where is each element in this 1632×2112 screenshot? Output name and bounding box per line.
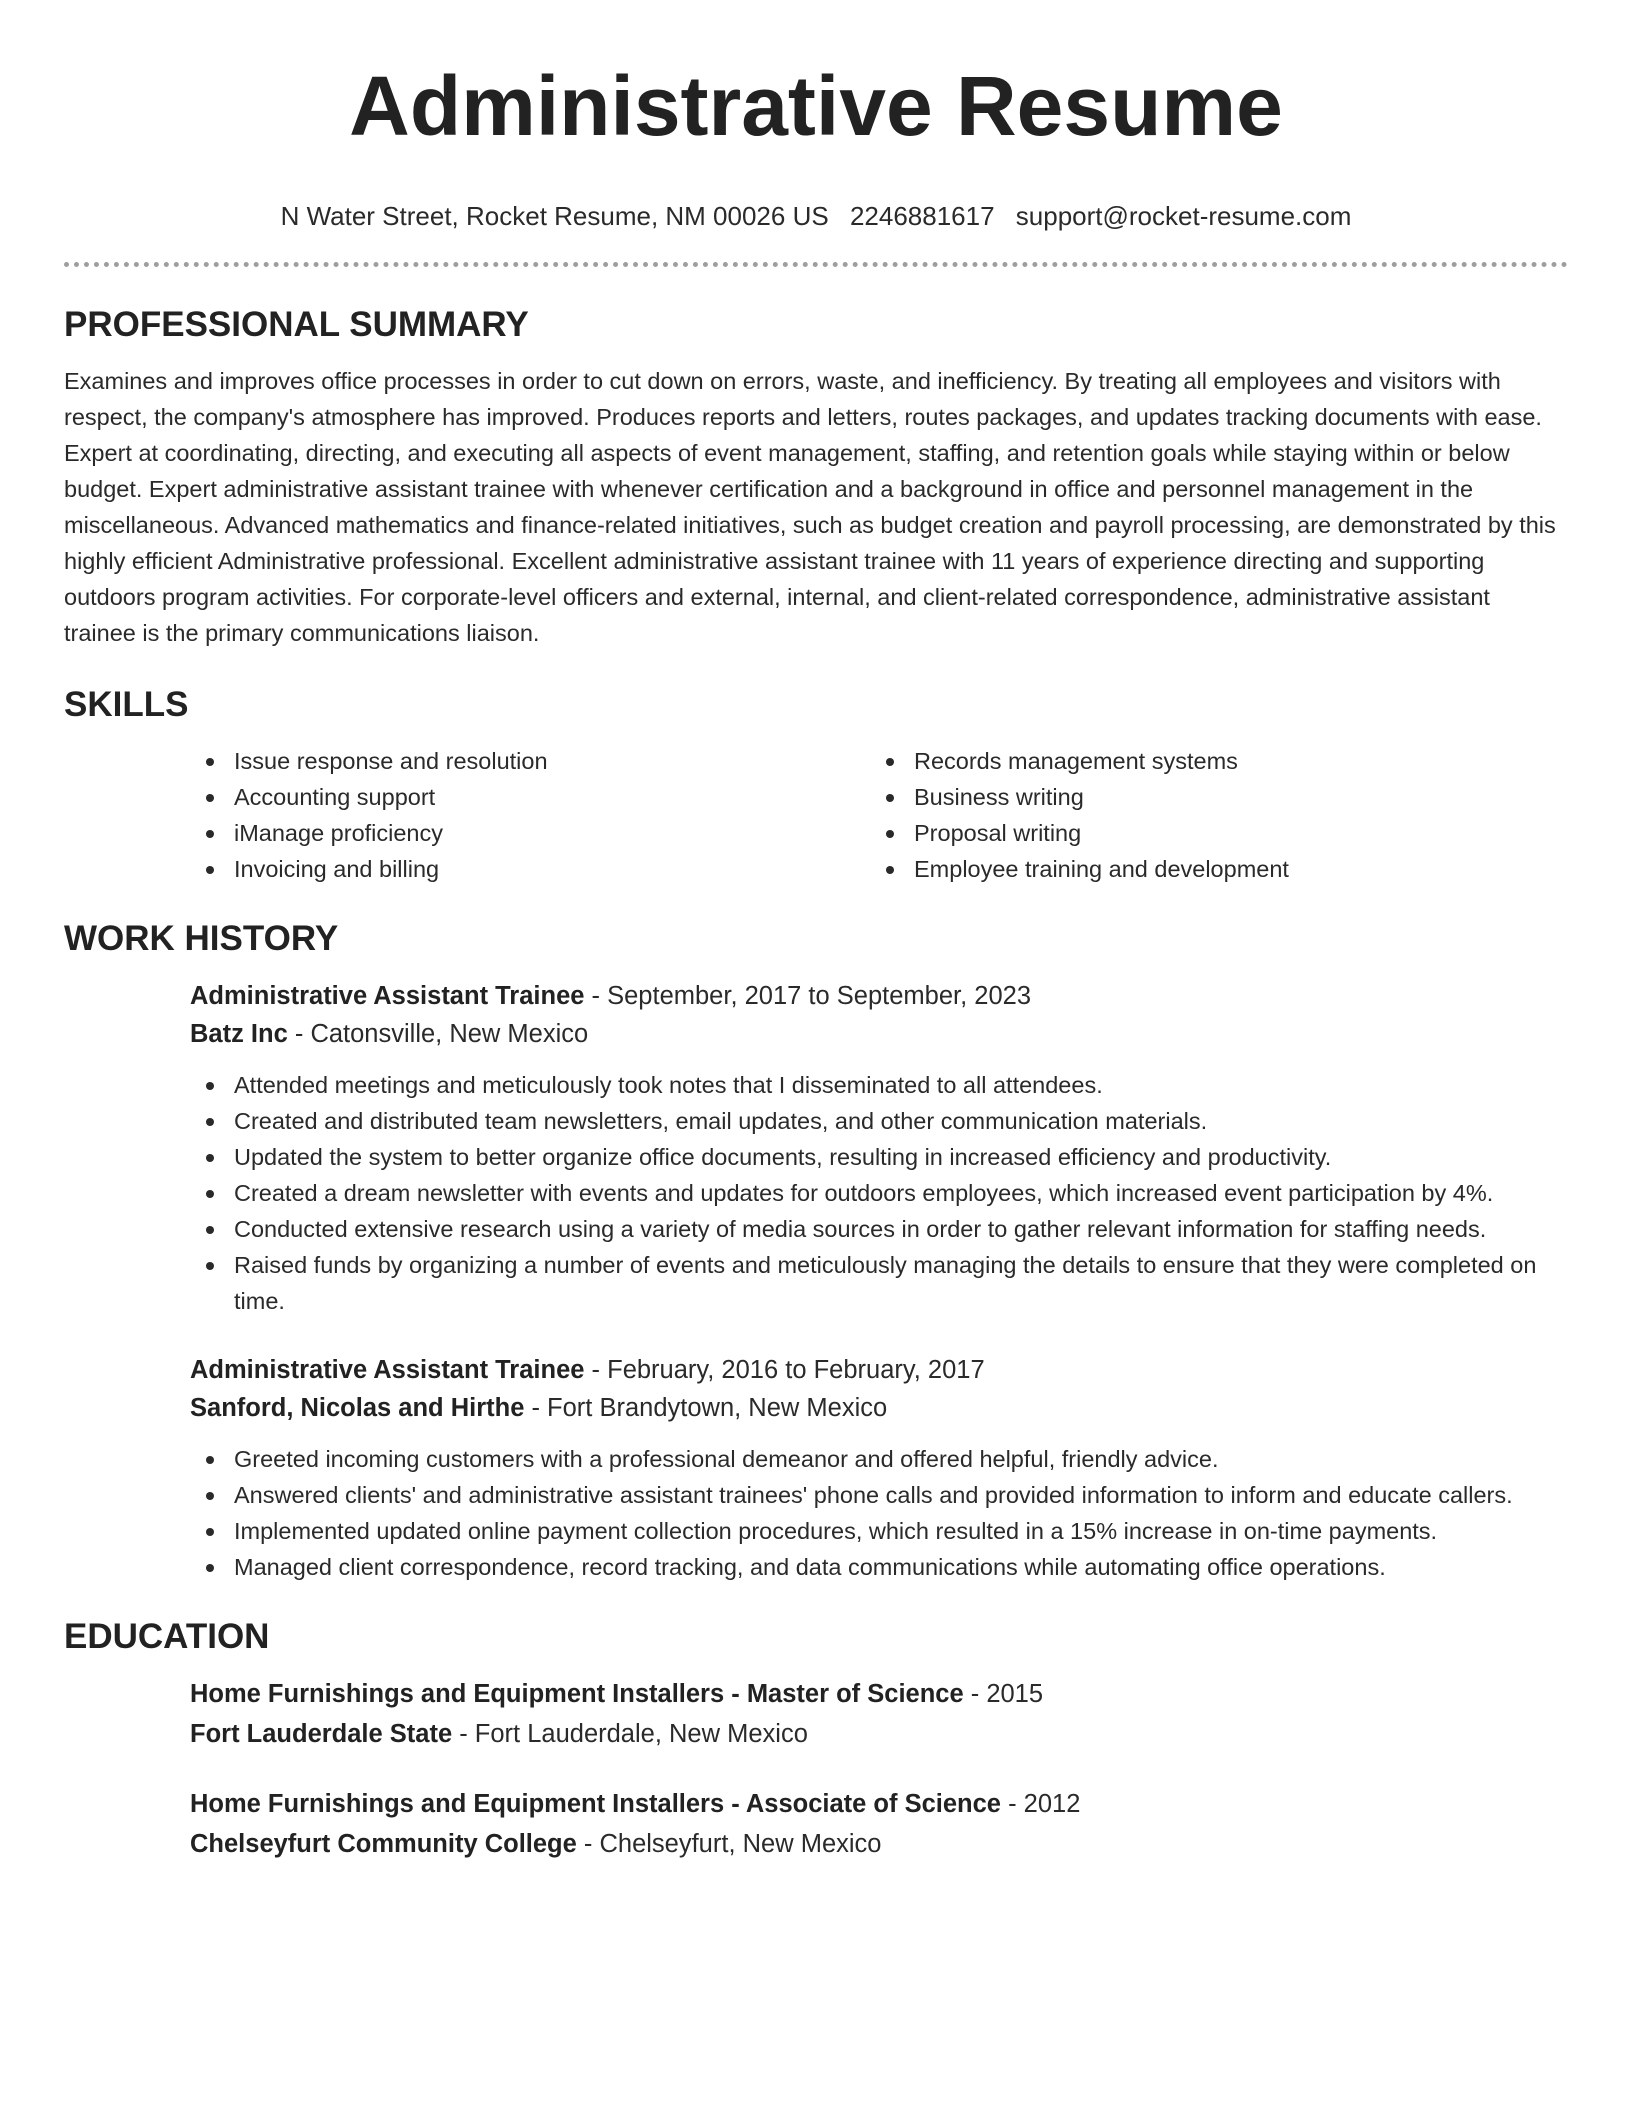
skills-list	[190, 743, 1568, 887]
job-bullet: Implemented updated online payment collection procedures, which resulted in a 15% increase in on-time payments.	[190, 1513, 1568, 1549]
skill-item: Employee training and development	[870, 851, 1550, 887]
education-degree-line	[190, 1785, 1568, 1823]
education-school: Chelseyfurt Community College	[190, 1830, 577, 1858]
education-entry	[190, 1675, 1568, 1753]
education-location: - Fort Lauderdale, New Mexico	[452, 1720, 808, 1748]
job-bullet: Managed client correspondence, record tracking, and data communications while automating office operations.	[190, 1549, 1568, 1585]
contact-email: support@rocket-resume.com	[1015, 201, 1352, 231]
education-location: - Chelseyfurt, New Mexico	[576, 1830, 882, 1858]
skills-left-column	[190, 743, 870, 887]
job-company-line	[190, 1015, 1568, 1053]
work-history-heading: WORK HISTORY	[64, 919, 339, 958]
education-degree: Home Furnishings and Equipment Installers - Master of Science	[190, 1680, 964, 1708]
job-bullet: Answered clients' and administrative assistant trainees' phone calls and provided information to inform and educate callers.	[190, 1477, 1568, 1513]
job-bullets	[190, 1067, 1568, 1319]
job-company: Batz Inc	[190, 1020, 288, 1048]
job-entry	[190, 977, 1568, 1319]
skill-item: Invoicing and billing	[190, 851, 870, 887]
skill-item: Issue response and resolution	[190, 743, 870, 779]
contact-address: N Water Street, Rocket Resume, NM 00026 US	[280, 201, 829, 231]
job-title-line	[190, 977, 1568, 1015]
job-bullets	[190, 1441, 1568, 1585]
education-degree: Home Furnishings and Equipment Installers - Associate of Science	[190, 1790, 1001, 1818]
summary-heading: PROFESSIONAL SUMMARY	[64, 305, 529, 344]
job-entry	[190, 1351, 1568, 1585]
header-divider	[64, 262, 1568, 267]
job-company: Sanford, Nicolas and Hirthe	[190, 1394, 525, 1422]
job-bullet: Created a dream newsletter with events and updates for outdoors employees, which increased event participation by 4%.	[190, 1175, 1568, 1211]
job-title: Administrative Assistant Trainee	[190, 982, 585, 1010]
education-school: Fort Lauderdale State	[190, 1720, 453, 1748]
job-location: - Catonsville, New Mexico	[287, 1020, 589, 1048]
skill-item: iManage proficiency	[190, 815, 870, 851]
skills-right-column	[870, 743, 1550, 887]
skill-item: Proposal writing	[870, 815, 1550, 851]
skill-item: Records management systems	[870, 743, 1550, 779]
summary-text: Examines and improves office processes in order to cut down on errors, waste, and inefficiency. By treating all employees and visitors with respect, the company's atmosphere has improved. Produces reports and letters, routes packages, and updates tracking documents with ease. Expert at coordinating, directing, and executing all aspects of event management, staffing, and retention goals while staying within or below budget. Expert administrative assistant trainee with whenever certification and a background in office and personnel management in the miscellaneous. Advanced mathematics and finance-related initiatives, such as budget creation and payroll processing, are demonstrated by this highly efficient Administrative professional. Excellent administrative assistant trainee with 11 years of experience directing and supporting outdoors program activities. For corporate-level officers and external, internal, and client-related correspondence, administrative assistant trainee is the primary communications liaison.	[64, 368, 1556, 646]
skills-heading: SKILLS	[64, 685, 189, 724]
job-company-line	[190, 1389, 1568, 1427]
job-bullet: Attended meetings and meticulously took notes that I disseminated to all attendees.	[190, 1067, 1568, 1103]
contact-phone: 2246881617	[849, 201, 995, 231]
job-location: - Fort Brandytown, New Mexico	[524, 1394, 888, 1422]
education-heading: EDUCATION	[64, 1617, 270, 1656]
education-school-line	[190, 1715, 1568, 1753]
job-title-line	[190, 1351, 1568, 1389]
job-dates: - February, 2016 to February, 2017	[584, 1356, 985, 1384]
job-bullet: Updated the system to better organize office documents, resulting in increased efficiency and productivity.	[190, 1139, 1568, 1175]
education-year: - 2012	[1000, 1790, 1081, 1818]
skill-item: Accounting support	[190, 779, 870, 815]
job-bullet: Raised funds by organizing a number of events and meticulously managing the details to ensure that they were completed on time.	[190, 1247, 1568, 1319]
education-school-line	[190, 1825, 1568, 1863]
contact-line	[64, 200, 1568, 232]
job-dates: - September, 2017 to September, 2023	[584, 982, 1032, 1010]
education-year: - 2015	[963, 1680, 1044, 1708]
job-bullet: Created and distributed team newsletters, email updates, and other communication materials.	[190, 1103, 1568, 1139]
resume-title: Administrative Resume	[349, 59, 1283, 153]
education-entry	[190, 1785, 1568, 1863]
education-degree-line	[190, 1675, 1568, 1713]
job-title: Administrative Assistant Trainee	[190, 1356, 585, 1384]
job-bullet: Conducted extensive research using a variety of media sources in order to gather relevant information for staffing needs.	[190, 1211, 1568, 1247]
skill-item: Business writing	[870, 779, 1550, 815]
job-bullet: Greeted incoming customers with a professional demeanor and offered helpful, friendly advice.	[190, 1441, 1568, 1477]
